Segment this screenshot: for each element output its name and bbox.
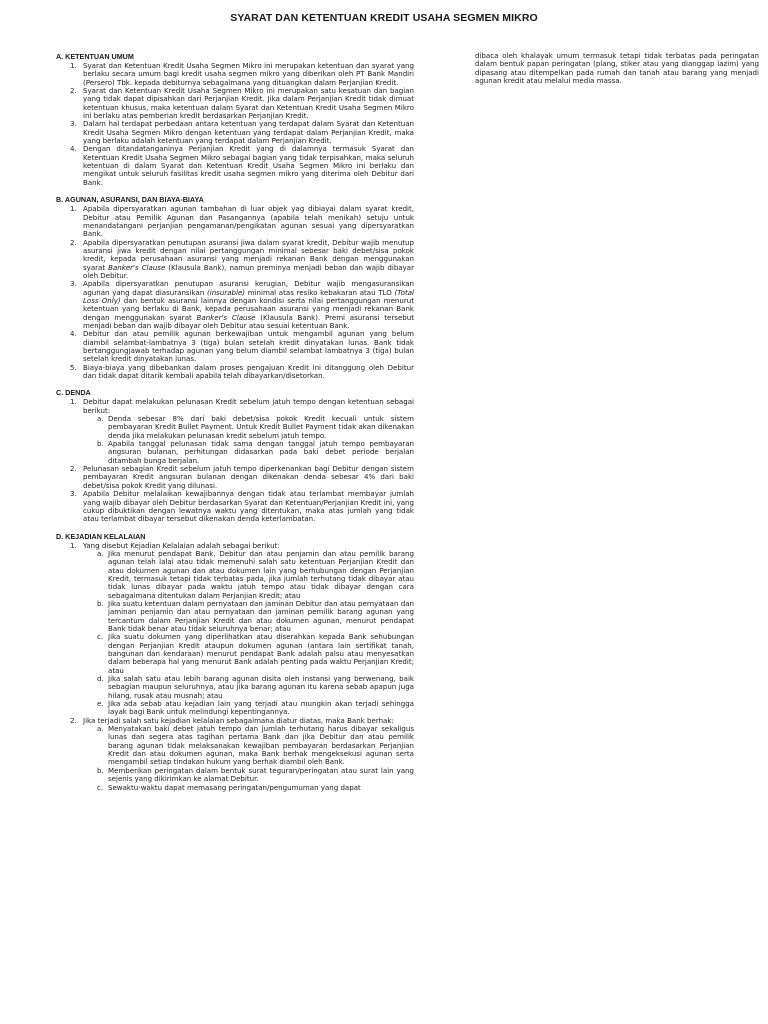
sub-list-item: a. Jika menurut pendapat Bank, Debitur dan atau penjamin dan atau pemilik barang agunan telah lalai atau tidak memenuhi salah satu ketentuan Perjanjian Kredit dan atau dokumen agunan dan atau dokumen lain yang berhubungan dengan Perjanjian Kredit, termasuk tetapi tidak terbatas pada, jika jumlah terhutang tidak dibayar atau tidak lunas dibayar pada waktu jatuh tempo atau tidak dibayar dengan cara sebagaimana ditentukan dalam Perjanjian Kredit; atau [97,548,414,600]
continued-paragraph: dibaca oleh khalayak umum termasuk tetapi tidak terbatas pada peringatan dalam bentuk papan peringatan (plang, stiker atau yang dianggap lazim) yang dipasang atau ditempelkan pada rumah dan tanah atau barang yang menjadi agunan kredit atau melalui media massa. [475,51,759,86]
list-item: 4. Debitur dan atau pemilik agunan berkewajiban untuk mengambil agunan yang belum diambil selambat-lambatnya 3 (tiga) bulan setelah kredit dinyatakan lunas. Bank tidak bertanggungjawab terhadap agunan yang belum diambil selambat lambatnya 3 (tiga) bulan setelah kredit dinyatakan lunas. [70,329,414,364]
list-item: 1. Syarat dan Ketentuan Kredit Usaha Segmen Mikro ini merupakan ketentuan dan syarat yang berlaku secara umum bagi kredit usaha segmen mikro yang diberikan oleh PT Bank Mandiri (Persero) Tbk. kepada debiturnya sebagaimana yang dituangkan dalam Perjanjian Kredit. [70,61,414,87]
sub-list-item: b. Apabila tanggal pelunasan tidak sama dengan tanggal jatuh tempo pembayaran angsuran bulanan, perhitungan didasarkan pada baki debet periode berjalan ditambah bunga berjalan. [97,439,414,465]
sub-list-item: e. Jika ada sebab atau kejadian lain yang terjadi atau mungkin akan terjadi sehingga layak bagi Bank untuk melindungi kepentingannya. [97,699,414,717]
sub-list-item: b. Jika suatu ketentuan dalam pernyataan dan jaminan Debitur dan atau pernyataan dan jaminan penjamin dan atau pernyataan dan jaminan pemilik barang agunan yang tercantum dalam Perjanjian Kredit dan atau dokumen agunan, menurut pendapat Bank tidak benar atau tidak seluruhnya benar; atau [97,598,414,633]
document-title: SYARAT DAN KETENTUAN KREDIT USAHA SEGMEN MIKRO [230,12,538,24]
section-agunan-asuransi-biaya [56,195,414,380]
list-item: 5. Biaya-biaya yang dibebankan dalam proses pengajuan Kredit ini ditanggung oleh Debitur dan tidak dapat ditarik kembali apabila telah dibayarkan/disetorkan. [70,362,414,381]
list-item: 1. Debitur dapat melakukan pelunasan Kredit sebelum jatuh tempo dengan ketentuan sebagai berikut: [70,397,414,415]
section-kejadian-kelalaian [56,532,414,792]
section-title: C. DENDA [56,388,91,398]
list-item: 2. Pelunasan sebagian Kredit sebelum jatuh tempo diperkenankan bagi Debitur dengan sistem pembayaran Kredit angsuran bulanan dengan dikenakan denda sebesar 4% dari baki debet/sisa pokok Kredit yang dilunasi. [70,464,414,490]
sub-list-item: c. Sewaktu-waktu dapat memasang peringatan/pengumuman yang dapat [97,782,361,792]
list-item: 3. Apabila Debitur melalaikan kewajibannya dengan tidak atau terlambat membayar jumlah yang wajib dibayar oleh Debitur berdasarkan Syarat dan Ketentuan/Perjanjian Kredit ini, yang cukup dibuktikan dengan lewatnya waktu yang ditentukan, maka atas jumlah yang tidak atau terlambat dibayar tersebut dikenakan denda keterlambatan. [70,489,414,524]
list-item: 2. Apabila dipersyaratkan penutupan asuransi jiwa dalam syarat kredit, Debitur wajib menutup asuransi jiwa kredit dengan nilai pertanggungan minimal sebesar baki debet/sisa pokok kredit, kepada perusahaan asuransi yang menjadi rekanan Bank dengan menggunakan syarat Banker's Clause (Klausula Bank), namun preminya menjadi beban dan wajib dibayar oleh Debitur. [70,237,414,280]
list-item: 4. Dengan ditandatanganinya Perjanjian Kredit yang di dalamnya termasuk Syarat dan Ketentuan Kredit Usaha Segmen Mikro sebagai bagian yang tidak terpisahkan, maka seluruh ketentuan di dalam Syarat dan Ketentuan Kredit Usaha Segmen Mikro ini berlaku dan mengikat untuk seluruh fasilitas kredit usaha segmen mikro yang diterima oleh Debitur dari Bank. [70,144,414,187]
section-title: A. KETENTUAN UMUM [56,52,134,61]
list-item: 3. Dalam hal terdapat perbedaan antara ketentuan yang terdapat dalam Syarat dan Ketentuan Kredit Usaha Segmen Mikro dengan ketentuan yang terdapat dalam Perjanjian Kredit, maka yang berlaku adalah ketentuan yang terdapat dalam Perjanjian Kredit. [70,119,414,146]
right-column [475,52,759,85]
sub-list-item: a. Menyatakan baki debet jatuh tempo dan jumlah terhutang harus dibayar sekaligus lunas dan segera atas tagihan pertama Bank dan jika Debitur dan atau pemilik barang agunan tidak melaksanakan kewajiban pembayaran berdasarkan Perjanjian Kredit dan atau dokumen agunan, maka Bank berhak mengeksekusi agunan serta mengambil setiap tindakan hukum yang berhak diambil oleh Bank. [97,724,414,767]
sub-list-item: d. Jika salah satu atau lebih barang agunan disita oleh instansi yang berwenang, baik sebagian maupun seluruhnya, atau jika barang agunan itu karena sebab apapun juga hilang, rusak atau musnah; atau [97,674,414,700]
section-denda [56,388,414,523]
left-column [56,52,414,800]
list-item: 1. Yang disebut Kejadian Kelalaian adalah sebagai berikut: [70,540,280,550]
section-ketentuan-umum [56,52,414,187]
section-title: B. AGUNAN, ASURANSI, DAN BIAYA-BIAYA [56,195,204,205]
section-title: D. KEJADIAN KELALAIAN [56,531,146,541]
sub-list-item: c. Jika suatu dokumen yang diperlihatkan atau diserahkan kepada Bank sehubungan dengan Perjanjian Kredit ataupun dokumen agunan (antara lain sertifikat tanah, bangunan dan kendaraan) menurut pendapat Bank adalah palsu atau menyesatkan dalam beberapa hal yang menurut Bank adalah penting pada waktu Perjanjian Kredit; atau [97,632,414,675]
sub-list-item: b. Memberikan peringatan dalam bentuk surat teguran/peringatan atau surat lain yang sejenis yang dikirimkan ke alamat Debitur. [97,765,414,784]
list-item: 2. Jika terjadi salah satu kejadian kelalaian sebagaimana diatur diatas, maka Bank berhak: [70,715,394,725]
list-item: 2. Syarat dan Ketentuan Kredit Usaha Segmen Mikro ini merupakan satu kesatuan dan bagian yang tidak dapat dipisahkan dari Perjanjian Kredit. Jika dalam Perjanjian Kredit tidak dimuat ketentuan khusus, maka ketentuan dalam Syarat dan Ketentuan Kredit Usaha Segmen Mikro ini berlaku atas pemberian kredit berdasarkan Perjanjian Kredit. [70,86,414,121]
list-item: 3. Apabila dipersyaratkan penutupan asuransi kerugian, Debitur wajib mengasuransikan agunan yang dapat diasuransikan (insurable) minimal atas resiko kebakaran atau TLO (Total Loss Only) dan bentuk asuransi lainnya dengan kondisi serta nilai pertanggungan menurut ketentuan yang berlaku di Bank, kepada perusahaan asuransi yang menjadi rekanan Bank dengan menggunakan syarat Banker's Clause (Klausula Bank). Premi asuransi tersebut menjadi beban dan wajib dibayar oleh Debitur atau sesuai ketentuan Bank. [70,279,415,330]
list-item: 1. Apabila dipersyaratkan agunan tambahan di luar objek yag dibiayai dalam syarat kredit, Debitur atau Pemilik Agunan dan Pasangannya (apabila telah menikah) setuju untuk menandatangani perjanjian pengamanan/pengikatan agunan sesuai yang dipersyaratkan Bank. [70,204,414,239]
sub-list-item: a. Denda sebesar 8% dari baki debet/sisa pokok Kredit kecuali untuk sistem pembayaran Kredit Bullet Payment. Untuk Kredit Bullet Payment tidak akan dikenakan denda jika melakukan pelunasan kredit sebelum jatuh tempo. [97,414,414,440]
